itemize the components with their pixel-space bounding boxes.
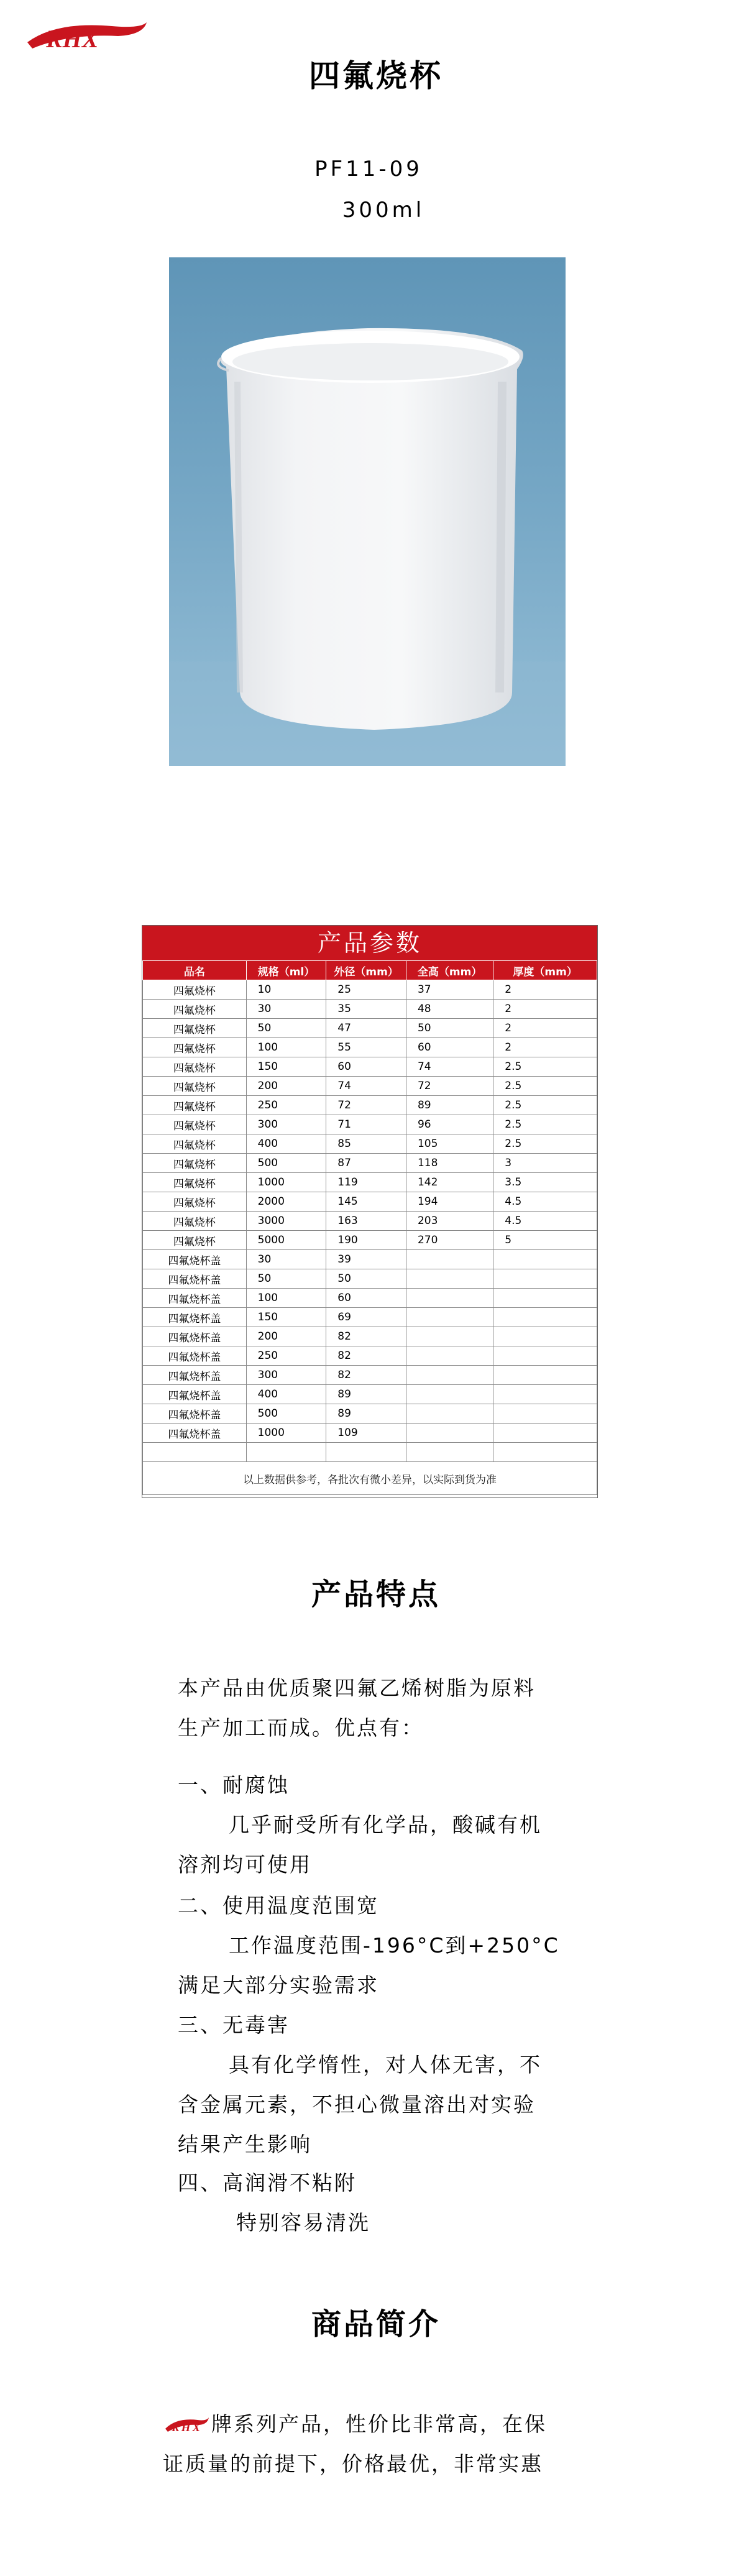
spec-cell: 142 [406, 1173, 493, 1192]
intro-line: 牌系列产品，性价比非常高，在保 [211, 2412, 547, 2436]
spec-cell: 四氟烧杯 [143, 1212, 247, 1231]
spec-cell: 2 [493, 1019, 597, 1038]
col-header-outer-diameter: 外径（mm） [326, 961, 406, 980]
spec-cell: 2.5 [493, 1057, 597, 1077]
feature-heading: 一、耐腐蚀 [178, 1773, 290, 1797]
spec-cell [493, 1404, 597, 1424]
spec-row [143, 1404, 597, 1424]
spec-cell: 2.5 [493, 1134, 597, 1154]
spec-row [143, 1289, 597, 1308]
spec-cell: 3000 [246, 1212, 326, 1231]
spec-row [143, 1424, 597, 1443]
spec-cell: 4.5 [493, 1192, 597, 1212]
spec-cell: 1000 [246, 1424, 326, 1443]
spec-cell: 2000 [246, 1192, 326, 1212]
features-intro [178, 1668, 536, 1748]
spec-cell: 1000 [246, 1173, 326, 1192]
spec-cell: 47 [326, 1019, 406, 1038]
spec-cell: 四氟烧杯 [143, 1000, 247, 1019]
spec-cell: 400 [246, 1385, 326, 1404]
capacity: 300ml [342, 198, 425, 223]
spec-header-row [143, 961, 597, 980]
spec-cell: 250 [246, 1096, 326, 1115]
col-header-volume: 规格（ml） [246, 961, 326, 980]
spec-cell: 200 [246, 1077, 326, 1096]
spec-cell: 四氟烧杯 [143, 1096, 247, 1115]
spec-cell: 300 [246, 1366, 326, 1385]
spec-cell [406, 1404, 493, 1424]
spec-cell: 71 [326, 1115, 406, 1134]
spec-cell: 500 [246, 1154, 326, 1173]
spec-row [143, 1308, 597, 1327]
spec-cell: 四氟烧杯 [143, 1019, 247, 1038]
spec-cell: 四氟烧杯盖 [143, 1327, 247, 1346]
spec-cell: 55 [326, 1038, 406, 1057]
spec-cell: 48 [406, 1000, 493, 1019]
feature-heading: 四、高润滑不粘附 [178, 2171, 357, 2195]
spec-cell [406, 1424, 493, 1443]
spec-cell: 250 [246, 1346, 326, 1366]
intro-section-title: 商品简介 [311, 2307, 441, 2342]
spec-cell: 145 [326, 1192, 406, 1212]
spec-row [143, 1115, 597, 1134]
spec-cell: 500 [246, 1404, 326, 1424]
spec-cell: 150 [246, 1308, 326, 1327]
spec-row [143, 980, 597, 1000]
spec-cell [143, 1443, 247, 1462]
spec-cell: 72 [326, 1096, 406, 1115]
spec-cell: 30 [246, 1250, 326, 1269]
spec-cell: 37 [406, 980, 493, 1000]
spec-cell: 2.5 [493, 1115, 597, 1134]
feature-line: 工作温度范围-196°C到+250°C [229, 1933, 560, 1957]
features-title: 产品特点 [311, 1577, 441, 1612]
spec-cell [493, 1250, 597, 1269]
spec-cell: 109 [326, 1424, 406, 1443]
spec-row [143, 1366, 597, 1385]
spec-cell: 100 [246, 1038, 326, 1057]
spec-cell: 四氟烧杯 [143, 1231, 247, 1250]
intro-line: 本产品由优质聚四氟乙烯树脂为原料 [178, 1676, 536, 1700]
feature-item-corrosion [178, 1765, 542, 1885]
spec-row [143, 1346, 597, 1366]
spec-cell: 85 [326, 1134, 406, 1154]
spec-cell [406, 1443, 493, 1462]
model-number: PF11-09 [314, 157, 423, 182]
spec-cell [246, 1443, 326, 1462]
spec-row [143, 1269, 597, 1289]
spec-cell [406, 1346, 493, 1366]
spec-cell: 87 [326, 1154, 406, 1173]
spec-table [142, 925, 598, 1498]
spec-cell: 四氟烧杯盖 [143, 1308, 247, 1327]
feature-heading: 二、使用温度范围宽 [178, 1893, 379, 1918]
spec-cell: 四氟烧杯盖 [143, 1269, 247, 1289]
spec-row [143, 1231, 597, 1250]
spec-cell: 50 [406, 1019, 493, 1038]
spec-cell: 82 [326, 1366, 406, 1385]
spec-note: 以上数据供参考，各批次有微小差异，以实际到货为准 [143, 1462, 597, 1495]
spec-cell: 190 [326, 1231, 406, 1250]
spec-cell: 89 [326, 1385, 406, 1404]
spec-cell: 四氟烧杯 [143, 1173, 247, 1192]
spec-cell: 194 [406, 1192, 493, 1212]
intro-section-body [163, 2404, 547, 2484]
spec-cell: 2.5 [493, 1077, 597, 1096]
spec-cell: 100 [246, 1289, 326, 1308]
spec-cell: 3.5 [493, 1173, 597, 1192]
spec-cell: 150 [246, 1057, 326, 1077]
spec-cell: 300 [246, 1115, 326, 1134]
spec-row [143, 1173, 597, 1192]
spec-cell: 119 [326, 1173, 406, 1192]
spec-cell [406, 1327, 493, 1346]
spec-cell [406, 1385, 493, 1404]
spec-cell: 74 [326, 1077, 406, 1096]
product-photo [169, 257, 566, 766]
spec-cell: 四氟烧杯 [143, 1154, 247, 1173]
spec-note-row [143, 1462, 597, 1495]
spec-cell: 96 [406, 1115, 493, 1134]
spec-cell: 82 [326, 1327, 406, 1346]
spec-cell: 四氟烧杯 [143, 980, 247, 1000]
spec-cell: 69 [326, 1308, 406, 1327]
spec-cell: 3 [493, 1154, 597, 1173]
spec-cell: 60 [406, 1038, 493, 1057]
spec-cell: 89 [326, 1404, 406, 1424]
spec-cell: 82 [326, 1346, 406, 1366]
feature-item-nonstick [178, 2163, 370, 2243]
spec-cell: 四氟烧杯 [143, 1134, 247, 1154]
intro-line: 证质量的前提下，价格最优，非常实惠 [163, 2452, 543, 2476]
feature-item-temperature [178, 1886, 560, 2005]
spec-cell: 四氟烧杯盖 [143, 1404, 247, 1424]
spec-cell: 50 [246, 1019, 326, 1038]
feature-line: 具有化学惰性，对人体无害，不 [229, 2053, 542, 2077]
spec-row [143, 1192, 597, 1212]
spec-cell: 四氟烧杯盖 [143, 1346, 247, 1366]
spec-cell: 四氟烧杯 [143, 1057, 247, 1077]
spec-cell [493, 1424, 597, 1443]
spec-cell [326, 1443, 406, 1462]
spec-cell: 四氟烧杯 [143, 1038, 247, 1057]
spec-cell: 89 [406, 1096, 493, 1115]
feature-item-nontoxic [178, 2005, 542, 2164]
spec-cell: 400 [246, 1134, 326, 1154]
spec-cell: 5000 [246, 1231, 326, 1250]
spec-cell [493, 1366, 597, 1385]
spec-cell [406, 1269, 493, 1289]
brand-mini-logo [163, 2415, 210, 2436]
spec-cell: 203 [406, 1212, 493, 1231]
col-header-height: 全高（mm） [406, 961, 493, 980]
spec-cell [493, 1346, 597, 1366]
spec-cell [406, 1366, 493, 1385]
spec-cell: 60 [326, 1057, 406, 1077]
spec-cell: 60 [326, 1289, 406, 1308]
spec-cell: 72 [406, 1077, 493, 1096]
logo-lettering: RHX [46, 25, 99, 53]
feature-line: 几乎耐受所有化学品，酸碱有机 [229, 1813, 542, 1837]
feature-line: 结果产生影响 [178, 2132, 312, 2156]
spec-cell [493, 1385, 597, 1404]
spec-row [143, 1327, 597, 1346]
spec-cell: 163 [326, 1212, 406, 1231]
spec-cell [493, 1269, 597, 1289]
spec-row [143, 1212, 597, 1231]
spec-cell: 四氟烧杯盖 [143, 1424, 247, 1443]
spec-row [143, 1000, 597, 1019]
spec-cell: 四氟烧杯盖 [143, 1385, 247, 1404]
spec-row [143, 1057, 597, 1077]
spec-cell: 105 [406, 1134, 493, 1154]
feature-line: 特别容易清洗 [236, 2210, 370, 2235]
col-header-thickness: 厚度（mm） [493, 961, 597, 980]
spec-cell: 74 [406, 1057, 493, 1077]
feature-line: 溶剂均可使用 [178, 1852, 312, 1877]
intro-line: 生产加工而成。优点有： [178, 1716, 424, 1740]
spec-row [143, 1134, 597, 1154]
spec-cell [406, 1289, 493, 1308]
spec-cell: 50 [326, 1269, 406, 1289]
spec-cell [493, 1443, 597, 1462]
page-title: 四氟烧杯 [309, 58, 443, 94]
spec-cell: 四氟烧杯盖 [143, 1289, 247, 1308]
spec-cell [406, 1308, 493, 1327]
mini-logo-lettering: RHX [172, 2421, 203, 2434]
spec-row [143, 1038, 597, 1057]
spec-row [143, 1077, 597, 1096]
spec-table-title: 产品参数 [142, 926, 597, 960]
spec-cell: 50 [246, 1269, 326, 1289]
spec-cell: 39 [326, 1250, 406, 1269]
spec-cell: 118 [406, 1154, 493, 1173]
col-header-name: 品名 [143, 961, 247, 980]
spec-cell [493, 1327, 597, 1346]
spec-row [143, 1019, 597, 1038]
spec-cell: 200 [246, 1327, 326, 1346]
spec-cell: 30 [246, 1000, 326, 1019]
spec-cell: 四氟烧杯 [143, 1192, 247, 1212]
feature-line: 满足大部分实验需求 [178, 1973, 379, 1997]
spec-cell: 10 [246, 980, 326, 1000]
spec-cell: 四氟烧杯 [143, 1115, 247, 1134]
spec-cell: 5 [493, 1231, 597, 1250]
spec-row [143, 1443, 597, 1462]
spec-cell: 四氟烧杯盖 [143, 1366, 247, 1385]
spec-cell: 270 [406, 1231, 493, 1250]
spec-row [143, 1096, 597, 1115]
spec-cell: 2 [493, 1000, 597, 1019]
spec-row [143, 1154, 597, 1173]
spec-cell: 四氟烧杯 [143, 1077, 247, 1096]
spec-cell: 2 [493, 1038, 597, 1057]
spec-row [143, 1385, 597, 1404]
spec-cell [493, 1289, 597, 1308]
spec-row [143, 1250, 597, 1269]
spec-cell: 35 [326, 1000, 406, 1019]
feature-line: 含金属元素，不担心微量溶出对实验 [178, 2092, 536, 2117]
spec-cell: 25 [326, 980, 406, 1000]
spec-cell: 4.5 [493, 1212, 597, 1231]
spec-cell: 2 [493, 980, 597, 1000]
feature-heading: 三、无毒害 [178, 2013, 290, 2037]
spec-cell [493, 1308, 597, 1327]
spec-cell: 2.5 [493, 1096, 597, 1115]
spec-cell: 四氟烧杯盖 [143, 1250, 247, 1269]
spec-cell [406, 1250, 493, 1269]
